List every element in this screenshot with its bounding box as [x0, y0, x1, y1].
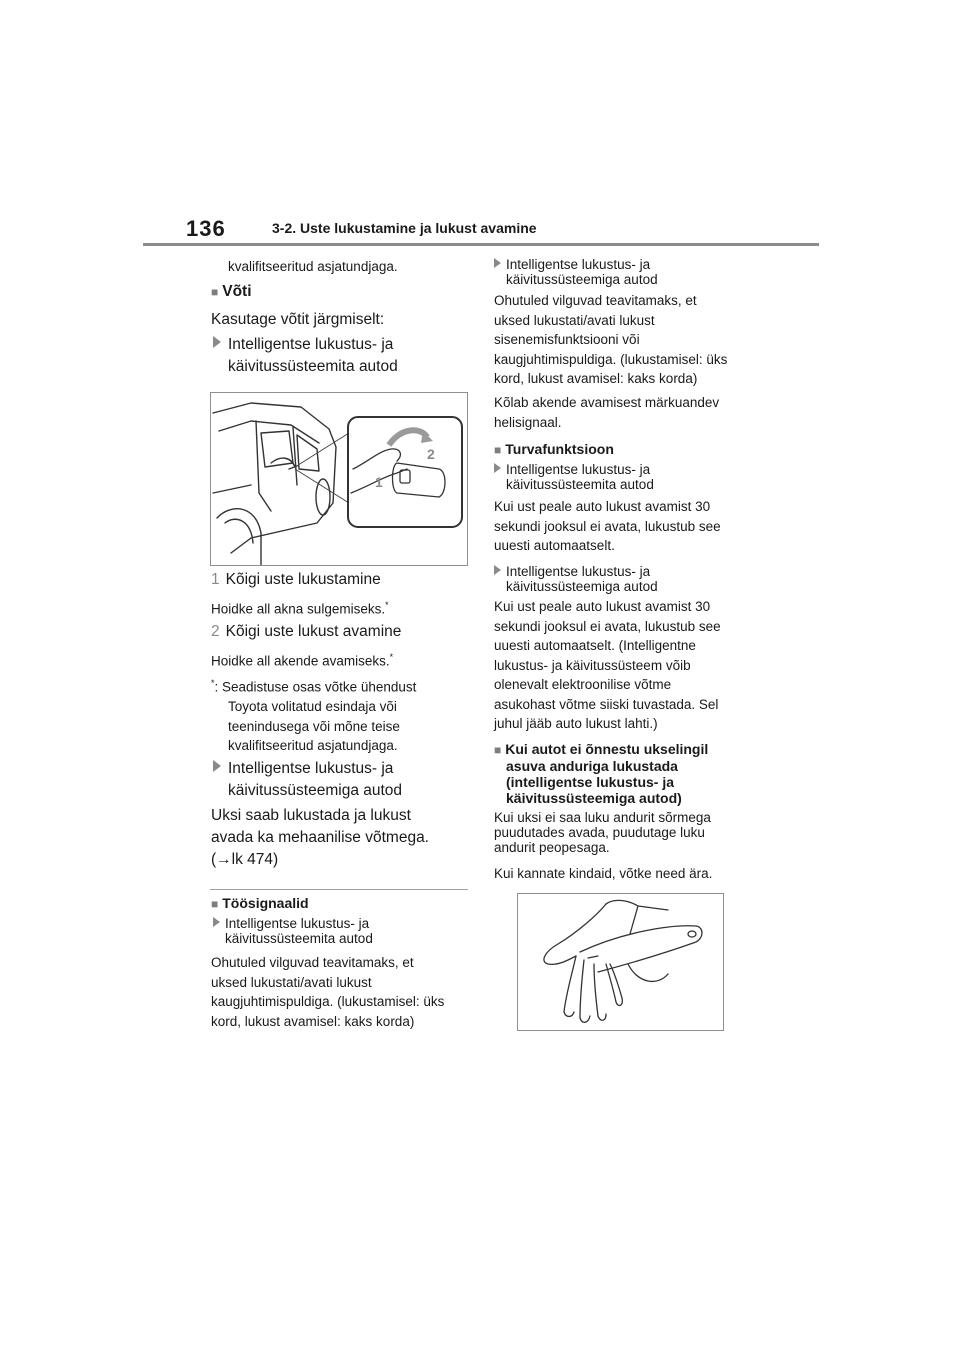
signals-sub-line1: Intelligentse lukustus- ja — [225, 916, 370, 931]
item-2-number: 2 — [211, 623, 220, 640]
item-2-label: Kõigi uste lukust avamine — [225, 623, 402, 640]
key-usage: Kasutage võtit järgmiselt: — [211, 311, 385, 328]
square-bullet-icon: ■ — [494, 743, 502, 757]
sensor-heading-2: asuva anduriga lukustada — [506, 758, 678, 774]
item-2 — [211, 621, 401, 643]
with-system-heading — [213, 758, 402, 802]
item-1-asterisk: * — [385, 600, 389, 610]
gloves-text: Kui kannate kindaid, võtke need ära. — [494, 866, 713, 881]
section-title: 3-2. Uste lukustamine ja lukust avamine — [272, 220, 537, 236]
sec2-text-6: asukohast võtme siiski tuvastada. Sel — [494, 696, 719, 712]
sensor-text-3: andurit peopesaga. — [494, 840, 610, 855]
figure-label-1: 1 — [375, 474, 383, 490]
sec2-text-1: Kui ust peale auto lukust avamist 30 — [494, 599, 711, 614]
item-2-desc-text: Hoidke all akende avamiseks. — [211, 653, 390, 669]
signals-sub-line2: käivitussüsteemita autod — [225, 931, 373, 946]
footnote-line-1: : Seadistuse osas võtke ühendust — [214, 679, 417, 695]
door-handle-palm-figure — [517, 893, 724, 1031]
mech-line-1: Uksi saab lukustada ja lukust — [211, 807, 411, 824]
signals-heading — [211, 895, 309, 911]
triangle-bullet-icon — [213, 760, 221, 772]
signals-text-4: kord, lukust avamisel: kaks korda) — [211, 1013, 415, 1029]
sec2-text-2: sekundi jooksul ei avata, lukustub see — [494, 618, 721, 634]
section-divider — [210, 889, 468, 890]
sensor-text-2: puudutades avada, puudutage luku — [494, 825, 705, 840]
sec2-text — [494, 597, 721, 734]
page-number: 136 — [186, 216, 226, 241]
buzzer-text-1: Kõlab akende avamisest märkuandev — [494, 395, 720, 410]
palm-on-handle-illustration — [518, 894, 723, 1030]
header-rule — [143, 243, 819, 246]
sensor-heading — [494, 741, 708, 806]
security-heading — [494, 441, 614, 457]
right-sub1-text-3: sisenemisfunktsiooni või — [494, 332, 640, 347]
sec2-text-4: lukustus- ja käivitussüsteem võib — [494, 657, 691, 673]
sec1-text-1: Kui ust peale auto lukust avamist 30 — [494, 499, 711, 514]
sensor-heading-3: (intelligentse lukustus- ja — [506, 774, 675, 790]
sec1-line1: Intelligentse lukustus- ja — [506, 462, 651, 477]
with-system-line1: Intelligentse lukustus- ja — [228, 760, 394, 777]
square-bullet-icon: ■ — [211, 897, 219, 911]
sec2-text-7: juhul jääb auto lukust lahti.) — [494, 716, 658, 731]
sec1-text-2: sekundi jooksul ei avata, lukustub see — [494, 518, 721, 534]
signals-text-2: uksed lukustati/avati lukust — [211, 974, 372, 990]
item-1-label: Kõigi uste lukustamine — [225, 571, 381, 588]
key-heading — [211, 281, 252, 303]
sensor-heading-1: Kui autot ei õnnestu ukselingil — [505, 741, 709, 757]
sec1-text-3: uuesti automaatselt. — [494, 538, 615, 553]
sensor-heading-4: käivitussüsteemiga autod) — [506, 790, 682, 806]
triangle-bullet-icon — [494, 463, 501, 473]
right-sub1-text-5: kord, lukust avamisel: kaks korda) — [494, 371, 698, 386]
triangle-bullet-icon — [494, 258, 501, 268]
square-bullet-icon: ■ — [494, 443, 502, 457]
sec2-heading — [494, 564, 658, 594]
right-sub1-line2: käivitussüsteemiga autod — [506, 272, 658, 287]
footnote-line-4: kvalifitseeritud asjatundjaga. — [228, 738, 398, 753]
triangle-bullet-icon — [213, 336, 221, 348]
without-system-line2: käivitussüsteemita autod — [228, 358, 398, 375]
sec1-heading — [494, 462, 654, 492]
mechanical-key-text — [211, 805, 429, 871]
square-bullet-icon: ■ — [211, 285, 219, 299]
right-sub1-heading — [494, 257, 658, 287]
without-system-heading — [213, 334, 398, 378]
buzzer-text-2: helisignaal. — [494, 414, 562, 430]
right-sub1-text-4: kaugjuhtimispuldiga. (lukustamisel: üks — [494, 351, 728, 367]
sensor-text — [494, 810, 711, 855]
footnote-asterisk: * — [211, 678, 215, 688]
footnote-line-2: Toyota volitatud esindaja või — [228, 699, 397, 714]
mech-line-2: avada ka mehaanilise võtmega. — [211, 829, 429, 846]
footnote-line-3: teenindusega või mõne teise — [228, 718, 400, 734]
triangle-bullet-icon — [213, 917, 220, 927]
signals-text-3: kaugjuhtimispuldiga. (lukustamisel: üks — [211, 994, 445, 1009]
mech-page-ref: (→lk 474) — [211, 851, 279, 868]
item-1-number: 1 — [211, 571, 220, 588]
signals-sub-heading — [213, 916, 373, 946]
item-2-desc — [211, 648, 393, 671]
signals-heading-text: Töösignaalid — [222, 895, 309, 911]
sec1-text — [494, 497, 721, 556]
buzzer-text — [494, 393, 719, 432]
signals-text-1: Ohutuled vilguvad teavitamaks, et — [211, 955, 414, 970]
car-key-illustration — [211, 393, 467, 565]
item-1 — [211, 569, 381, 591]
with-system-line2: käivitussüsteemiga autod — [228, 782, 403, 799]
figure-label-2: 2 — [427, 446, 435, 462]
item-1-desc-text: Hoidke all akna sulgemiseks. — [211, 601, 386, 617]
without-system-line1: Intelligentse lukustus- ja — [228, 336, 394, 353]
item-1-desc — [211, 596, 389, 619]
key-heading-text: Võti — [222, 283, 252, 300]
signals-text — [211, 953, 444, 1031]
sensor-text-1: Kui uksi ei saa luku andurit sõrmega — [494, 810, 711, 825]
security-heading-text: Turvafunktsioon — [505, 441, 614, 457]
right-sub1-text-1: Ohutuled vilguvad teavitamaks, et — [494, 293, 697, 308]
right-sub1-text-2: uksed lukustati/avati lukust — [494, 312, 655, 328]
sec2-line2: käivitussüsteemiga autod — [506, 579, 658, 594]
sec2-text-5: olenevalt elektroonilise võtme — [494, 677, 672, 692]
sec1-line2: käivitussüsteemita autod — [506, 477, 654, 492]
right-sub1-text — [494, 291, 727, 389]
triangle-bullet-icon — [494, 565, 501, 575]
item-2-asterisk: * — [389, 652, 394, 662]
right-sub1-line1: Intelligentse lukustus- ja — [506, 257, 651, 272]
footnote — [211, 674, 416, 756]
sec2-line1: Intelligentse lukustus- ja — [506, 564, 651, 579]
intro-tail: kvalifitseeritud asjatundjaga. — [228, 259, 398, 274]
key-remote-figure — [210, 392, 468, 566]
sec2-text-3: uuesti automaatselt. (Intelligentne — [494, 638, 696, 653]
